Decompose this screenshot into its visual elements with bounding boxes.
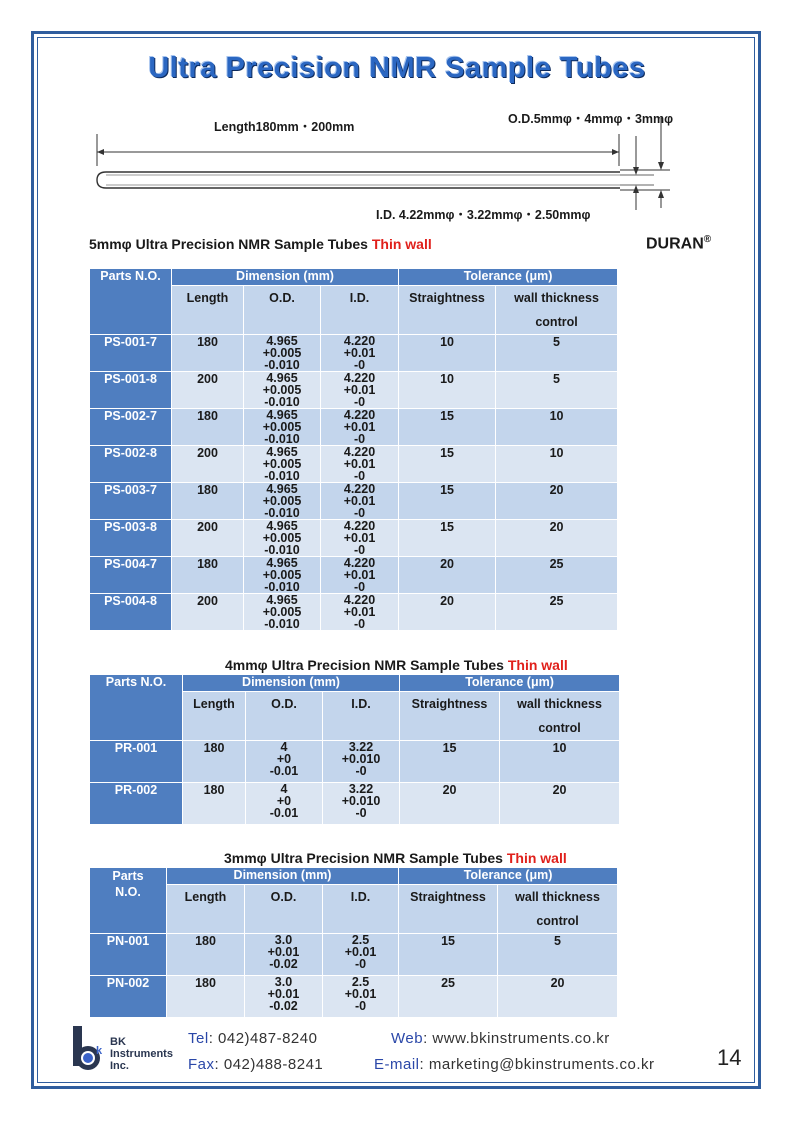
id-value-line: +0.010 bbox=[341, 752, 381, 766]
col-id: I.D. bbox=[321, 286, 399, 335]
id-value-line: -0 bbox=[353, 469, 366, 483]
id-value-line: 3.22 bbox=[348, 740, 374, 754]
col-wall-thickness: wall thickness control bbox=[500, 692, 620, 741]
straightness-cell: 10 bbox=[399, 372, 496, 409]
col-tolerance: Tolerance (μm) bbox=[399, 868, 618, 885]
od-value-line: -0.010 bbox=[264, 506, 300, 520]
table3-title bbox=[224, 850, 567, 866]
od-value-line: +0.005 bbox=[262, 457, 302, 471]
id-value-line: 4.220 bbox=[343, 519, 376, 533]
wall-thickness-cell: 10 bbox=[496, 446, 618, 483]
id-cell bbox=[321, 483, 399, 520]
length-cell: 180 bbox=[172, 557, 244, 594]
straightness-cell: 15 bbox=[399, 934, 498, 976]
part-number-cell: PN-001 bbox=[90, 934, 167, 976]
tube-diagram bbox=[88, 104, 708, 226]
straightness-cell: 15 bbox=[399, 483, 496, 520]
brand-name: DURAN bbox=[646, 235, 704, 253]
part-number-cell: PR-002 bbox=[90, 783, 183, 825]
straightness-cell: 15 bbox=[400, 741, 500, 783]
id-value-line: +0.01 bbox=[343, 494, 376, 508]
id-cell bbox=[321, 372, 399, 409]
id-value-line: -0 bbox=[353, 543, 366, 557]
od-value-line: +0.01 bbox=[267, 945, 300, 959]
tel-line: Tel: 042)487-8240 bbox=[188, 1030, 318, 1047]
od-cell bbox=[244, 335, 321, 372]
wall-thickness-cell: 5 bbox=[496, 372, 618, 409]
od-cell bbox=[246, 741, 323, 783]
od-cell bbox=[245, 934, 323, 976]
col-parts: Parts N.O. bbox=[90, 868, 167, 934]
part-number-cell: PS-003-7 bbox=[90, 483, 172, 520]
id-cell bbox=[321, 446, 399, 483]
id-value-line: +0.01 bbox=[343, 457, 376, 471]
od-value-line: 4.965 bbox=[266, 519, 298, 533]
part-number-cell: PR-001 bbox=[90, 741, 183, 783]
table-row bbox=[90, 976, 618, 1018]
col-tolerance: Tolerance (μm) bbox=[399, 269, 618, 286]
col-parts: Parts N.O. bbox=[90, 675, 183, 741]
table3-title-main: 3mmφ Ultra Precision NMR Sample Tubes bbox=[224, 850, 507, 866]
web-link[interactable]: Web: www.bkinstruments.co.kr bbox=[391, 1030, 610, 1047]
wall-thickness-cell: 20 bbox=[496, 520, 618, 557]
table4-title bbox=[225, 657, 568, 673]
od-value-line: 4 bbox=[280, 782, 288, 796]
email-link[interactable]: E-mail: marketing@bkinstruments.co.kr bbox=[374, 1056, 655, 1073]
od-cell bbox=[244, 409, 321, 446]
id-value-line: 3.22 bbox=[348, 782, 374, 796]
length-cell: 200 bbox=[172, 520, 244, 557]
page-title: Ultra Precision NMR Sample Tubes bbox=[148, 52, 646, 84]
id-value-line: -0 bbox=[353, 358, 366, 372]
table-row bbox=[90, 372, 618, 409]
logo-letter-k: k bbox=[96, 1045, 103, 1057]
col-wall-thickness: wall thickness control bbox=[498, 885, 618, 934]
od-value-line: 3.0 bbox=[274, 975, 293, 989]
id-value-line: +0.01 bbox=[343, 605, 376, 619]
table-row bbox=[90, 520, 618, 557]
col-length: Length bbox=[183, 692, 246, 741]
od-value-line: +0.005 bbox=[262, 383, 302, 397]
id-value-line: 4.220 bbox=[343, 556, 376, 570]
od-cell bbox=[244, 520, 321, 557]
col-parts: Parts N.O. bbox=[90, 269, 172, 335]
id-cell bbox=[321, 335, 399, 372]
id-value-line: 4.220 bbox=[343, 482, 376, 496]
od-cell bbox=[244, 483, 321, 520]
table-row bbox=[90, 741, 620, 783]
part-number-cell: PS-003-8 bbox=[90, 520, 172, 557]
id-value-line: 4.220 bbox=[343, 371, 376, 385]
length-cell: 200 bbox=[172, 372, 244, 409]
od-value-line: 4.965 bbox=[266, 445, 298, 459]
table5-title bbox=[89, 236, 432, 252]
id-value-line: 4.220 bbox=[343, 334, 376, 348]
wall-thickness-cell: 25 bbox=[496, 594, 618, 631]
length-label: Length180mm・200mm bbox=[214, 120, 355, 134]
id-cell bbox=[321, 557, 399, 594]
col-id: I.D. bbox=[323, 885, 399, 934]
table-row bbox=[90, 483, 618, 520]
od-value-line: 4.965 bbox=[266, 482, 298, 496]
od-value-line: 4.965 bbox=[266, 408, 298, 422]
id-value-line: 4.220 bbox=[343, 408, 376, 422]
id-value-line: 4.220 bbox=[343, 593, 376, 607]
id-cell bbox=[323, 783, 400, 825]
table-row bbox=[90, 934, 618, 976]
fax-line: Fax: 042)488-8241 bbox=[188, 1056, 324, 1073]
table3-title-red: Thin wall bbox=[506, 850, 567, 866]
od-value-line: 4 bbox=[280, 740, 288, 754]
id-cell bbox=[323, 741, 400, 783]
od-value-line: +0.005 bbox=[262, 531, 302, 545]
id-value-line: -0 bbox=[355, 806, 367, 820]
table-3mm bbox=[89, 867, 618, 1018]
id-value-line: +0.01 bbox=[343, 383, 376, 397]
col-dimension: Dimension (mm) bbox=[172, 269, 399, 286]
od-value-line: -0.010 bbox=[264, 432, 300, 446]
straightness-cell: 10 bbox=[399, 335, 496, 372]
straightness-cell: 20 bbox=[400, 783, 500, 825]
part-number-cell: PS-002-7 bbox=[90, 409, 172, 446]
table-row bbox=[90, 557, 618, 594]
length-cell: 180 bbox=[183, 741, 246, 783]
col-dimension: Dimension (mm) bbox=[167, 868, 399, 885]
table4-body bbox=[90, 741, 620, 825]
part-number-cell: PS-001-7 bbox=[90, 335, 172, 372]
od-value-line: -0.010 bbox=[264, 469, 300, 483]
id-value-line: -0 bbox=[353, 617, 366, 631]
id-value-line: -0 bbox=[353, 506, 366, 520]
straightness-cell: 20 bbox=[399, 594, 496, 631]
wall-thickness-cell: 5 bbox=[496, 335, 618, 372]
table-5mm bbox=[89, 268, 618, 631]
id-value-line: -0 bbox=[353, 432, 366, 446]
od-value-line: -0.010 bbox=[264, 617, 300, 631]
col-straightness: Straightness bbox=[400, 692, 500, 741]
col-tolerance: Tolerance (μm) bbox=[400, 675, 620, 692]
id-value-line: +0.01 bbox=[343, 568, 376, 582]
col-straightness: Straightness bbox=[399, 885, 498, 934]
od-value-line: -0.02 bbox=[269, 957, 298, 971]
part-number-cell: PS-004-7 bbox=[90, 557, 172, 594]
length-cell: 180 bbox=[172, 335, 244, 372]
brand-mark: ® bbox=[703, 234, 712, 245]
id-value-line: -0 bbox=[354, 957, 367, 971]
page-number: 14 bbox=[717, 1045, 742, 1070]
od-cell bbox=[244, 372, 321, 409]
od-cell bbox=[244, 446, 321, 483]
col-wall-thickness: wall thickness control bbox=[496, 286, 618, 335]
table-row bbox=[90, 409, 618, 446]
od-value-line: +0.005 bbox=[262, 605, 302, 619]
length-cell: 180 bbox=[183, 783, 246, 825]
od-value-line: +0.005 bbox=[262, 568, 302, 582]
col-od: O.D. bbox=[245, 885, 323, 934]
table-4mm bbox=[89, 674, 620, 825]
od-cell bbox=[246, 783, 323, 825]
col-length: Length bbox=[172, 286, 244, 335]
part-number-cell: PN-002 bbox=[90, 976, 167, 1018]
id-value-line: +0.01 bbox=[343, 420, 376, 434]
od-cell bbox=[244, 594, 321, 631]
id-cell bbox=[321, 594, 399, 631]
length-cell: 180 bbox=[167, 976, 245, 1018]
length-cell: 180 bbox=[172, 409, 244, 446]
od-value-line: +0 bbox=[276, 752, 292, 766]
id-value-line: +0.01 bbox=[344, 945, 377, 959]
length-cell: 180 bbox=[172, 483, 244, 520]
wall-thickness-cell: 20 bbox=[500, 783, 620, 825]
od-value-line: 4.965 bbox=[266, 593, 298, 607]
part-number-cell: PS-004-8 bbox=[90, 594, 172, 631]
od-cell bbox=[244, 557, 321, 594]
id-value-line: 4.220 bbox=[343, 445, 376, 459]
od-value-line: +0.005 bbox=[262, 346, 302, 360]
od-value-line: 3.0 bbox=[274, 933, 293, 947]
table4-title-red: Thin wall bbox=[507, 657, 568, 673]
od-value-line: 4.965 bbox=[266, 556, 298, 570]
od-value-line: -0.01 bbox=[269, 806, 299, 820]
company-logo bbox=[70, 1026, 110, 1074]
id-value-line: 2.5 bbox=[351, 933, 370, 947]
table5-title-red: Thin wall bbox=[371, 236, 432, 252]
id-value-line: -0 bbox=[353, 395, 366, 409]
od-value-line: +0.005 bbox=[262, 420, 302, 434]
col-od: O.D. bbox=[244, 286, 321, 335]
col-od: O.D. bbox=[246, 692, 323, 741]
table5-title-main: 5mmφ Ultra Precision NMR Sample Tubes bbox=[89, 236, 372, 252]
col-straightness: Straightness bbox=[399, 286, 496, 335]
table-row bbox=[90, 594, 618, 631]
od-value-line: -0.010 bbox=[264, 358, 300, 372]
company-name: BK Instruments Inc. bbox=[110, 1036, 173, 1072]
table4-title-main: 4mmφ Ultra Precision NMR Sample Tubes bbox=[225, 657, 508, 673]
od-value-line: -0.010 bbox=[264, 543, 300, 557]
part-number-cell: PS-002-8 bbox=[90, 446, 172, 483]
length-cell: 180 bbox=[167, 934, 245, 976]
id-cell bbox=[323, 976, 399, 1018]
id-value-line: +0.01 bbox=[344, 987, 377, 1001]
id-cell bbox=[323, 934, 399, 976]
straightness-cell: 25 bbox=[399, 976, 498, 1018]
table-row bbox=[90, 783, 620, 825]
col-dimension: Dimension (mm) bbox=[183, 675, 400, 692]
od-cell bbox=[245, 976, 323, 1018]
outer-diameter-label: O.D.5mmφ・4mmφ・3mmφ bbox=[508, 112, 674, 126]
wall-thickness-cell: 20 bbox=[496, 483, 618, 520]
od-value-line: +0 bbox=[276, 794, 292, 808]
od-value-line: +0.01 bbox=[267, 987, 300, 1001]
footer bbox=[70, 1028, 750, 1078]
table-row bbox=[90, 446, 618, 483]
id-value-line: -0 bbox=[354, 999, 367, 1013]
od-value-line: 4.965 bbox=[266, 334, 298, 348]
wall-thickness-cell: 20 bbox=[498, 976, 618, 1018]
id-value-line: +0.01 bbox=[343, 346, 376, 360]
od-value-line: 4.965 bbox=[266, 371, 298, 385]
part-number-cell: PS-001-8 bbox=[90, 372, 172, 409]
straightness-cell: 15 bbox=[399, 446, 496, 483]
id-value-line: +0.01 bbox=[343, 531, 376, 545]
id-value-line: -0 bbox=[355, 764, 367, 778]
id-value-line: -0 bbox=[353, 580, 366, 594]
od-value-line: -0.02 bbox=[269, 999, 298, 1013]
id-value-line: 2.5 bbox=[351, 975, 370, 989]
straightness-cell: 20 bbox=[399, 557, 496, 594]
table3-body bbox=[90, 934, 618, 1018]
length-cell: 200 bbox=[172, 446, 244, 483]
od-value-line: -0.010 bbox=[264, 580, 300, 594]
brand-duran bbox=[646, 234, 711, 253]
length-cell: 200 bbox=[172, 594, 244, 631]
id-value-line: +0.010 bbox=[341, 794, 381, 808]
wall-thickness-cell: 5 bbox=[498, 934, 618, 976]
col-length: Length bbox=[167, 885, 245, 934]
straightness-cell: 15 bbox=[399, 409, 496, 446]
wall-thickness-cell: 25 bbox=[496, 557, 618, 594]
wall-thickness-cell: 10 bbox=[496, 409, 618, 446]
od-value-line: -0.010 bbox=[264, 395, 300, 409]
od-value-line: -0.01 bbox=[269, 764, 299, 778]
wall-thickness-cell: 10 bbox=[500, 741, 620, 783]
table5-body bbox=[90, 335, 618, 631]
id-cell bbox=[321, 520, 399, 557]
table-row bbox=[90, 335, 618, 372]
id-cell bbox=[321, 409, 399, 446]
od-value-line: +0.005 bbox=[262, 494, 302, 508]
straightness-cell: 15 bbox=[399, 520, 496, 557]
col-id: I.D. bbox=[323, 692, 400, 741]
inner-diameter-label: I.D. 4.22mmφ・3.22mmφ・2.50mmφ bbox=[376, 208, 591, 222]
